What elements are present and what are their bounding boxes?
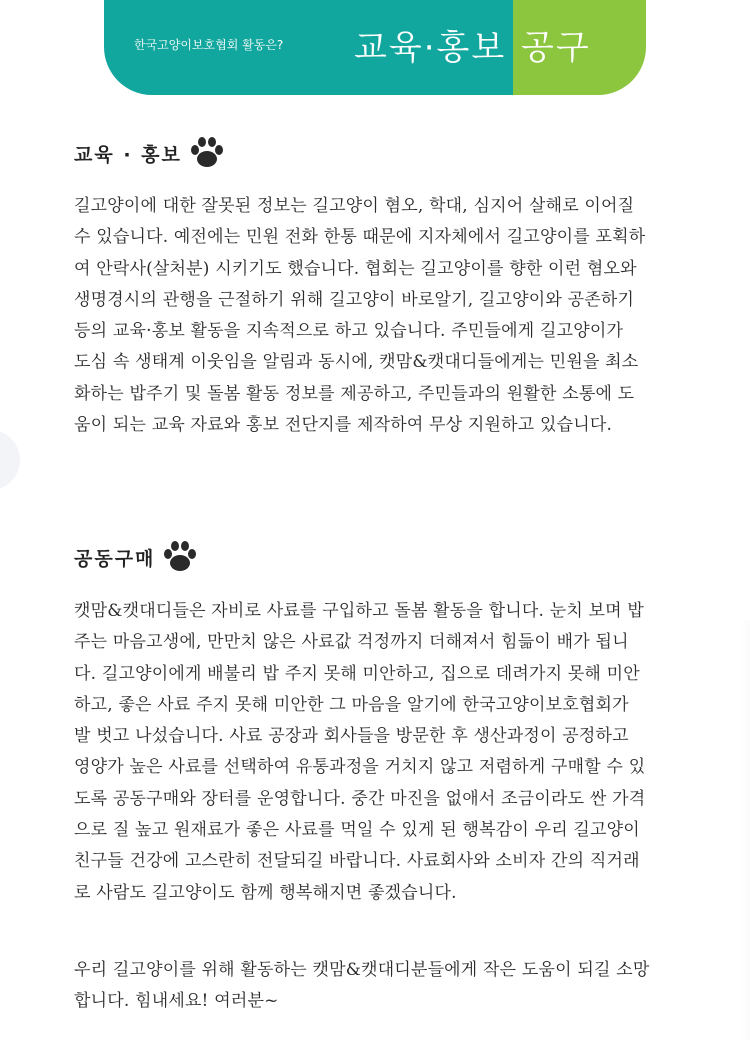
paragraph-line: 다. 길고양이에게 배불리 밥 주지 못해 미안하고, 집으로 데려가지 못해 미안: [74, 663, 640, 684]
paragraph-line: 우리 길고양이를 위해 활동하는 캣맘&캣대디분들에게 작은 도움이 되길 소망: [74, 960, 650, 980]
paragraph-line: 합니다. 힘내세요! 여러분~: [74, 991, 279, 1012]
banner-green-panel: [513, 0, 646, 95]
banner-title: 교육·홍보: [354, 28, 507, 68]
paragraph-line: 길고양이에 대한 잘못된 정보는 길고양이 혐오, 학대, 심지어 살해로 이어질: [74, 196, 635, 216]
paragraph-line: 등의 교육·홍보 활동을 지속적으로 하고 있습니다. 주민들에게 길고양이가: [74, 321, 624, 342]
paragraph-line: 움이 되는 교육 자료와 홍보 전단지를 제작하여 무상 지원하고 있습니다.: [74, 415, 613, 436]
paragraph-line: 친구들 건강에 고스란히 전달되길 바랍니다. 사료회사와 소비자 간의 직거래: [74, 851, 640, 872]
section-title: 교육 · 홍보: [74, 143, 182, 166]
paragraph-line: 도록 공동구매와 장터를 운영합니다. 중간 마진을 없애서 조금이라도 싼 가격: [74, 788, 646, 809]
background-decoration: [0, 430, 20, 490]
section-paragraph-group-purchase: [74, 596, 714, 909]
banner-accent-title: 공구: [521, 28, 591, 68]
paragraph-line: 발 벗고 나섰습니다. 사료 공장과 회사들을 방문한 후 생산과정이 공정하고: [74, 726, 629, 747]
closing-paragraph: [74, 955, 714, 1018]
paragraph-line: 하고, 좋은 사료 주지 못해 미안한 그 마음을 알기에 한국고양이보호협회가: [74, 694, 629, 715]
paragraph-line: 화하는 밥주기 및 돌봄 활동 정보를 제공하고, 주민들과의 원활한 소통에 도: [74, 383, 635, 404]
section-paragraph-education: [74, 191, 714, 441]
paragraph-line: 으로 질 높고 원재료가 좋은 사료를 먹일 수 있게 된 행복감이 우리 길고양이: [74, 820, 640, 841]
section-title: 공동구매: [74, 547, 156, 570]
paragraph-line: 생명경시의 관행을 근절하기 위해 길고양이 바로알기, 길고양이와 공존하기: [74, 289, 635, 310]
banner-subtitle: 한국고양이보호협회 활동은?: [134, 38, 284, 52]
paragraph-line: 로 사람도 길고양이도 함께 행복해지면 좋겠습니다.: [74, 882, 457, 903]
paragraph-line: 수 있습니다. 예전에는 민원 전화 한통 때문에 지자체에서 길고양이를 포획하: [74, 227, 646, 248]
header-banner: [104, 0, 646, 95]
background-decoration: [740, 620, 750, 1040]
section-heading-education: [74, 136, 226, 170]
banner-teal-panel: [104, 0, 513, 95]
section-heading-group-purchase: [74, 540, 199, 574]
paragraph-line: 주는 마음고생에, 만만치 않은 사료값 걱정까지 더해져서 힘듦이 배가 됩니: [74, 632, 629, 653]
paragraph-line: 여 안락사(살처분) 시키기도 했습니다. 협회는 길고양이를 향한 이런 혐오와: [74, 258, 637, 279]
paragraph-line: 도심 속 생태계 이웃임을 알림과 동시에, 캣맘&캣대디들에게는 민원을 최소: [74, 352, 639, 373]
paragraph-line: 캣맘&캣대디들은 자비로 사료를 구입하고 돌봄 활동을 합니다. 눈치 보며 밥: [74, 601, 645, 621]
paw-print-icon: [188, 136, 226, 170]
paragraph-line: 영양가 높은 사료를 선택하여 유통과정을 거치지 않고 저렴하게 구매할 수 있: [74, 757, 646, 778]
paw-print-icon: [161, 540, 199, 574]
